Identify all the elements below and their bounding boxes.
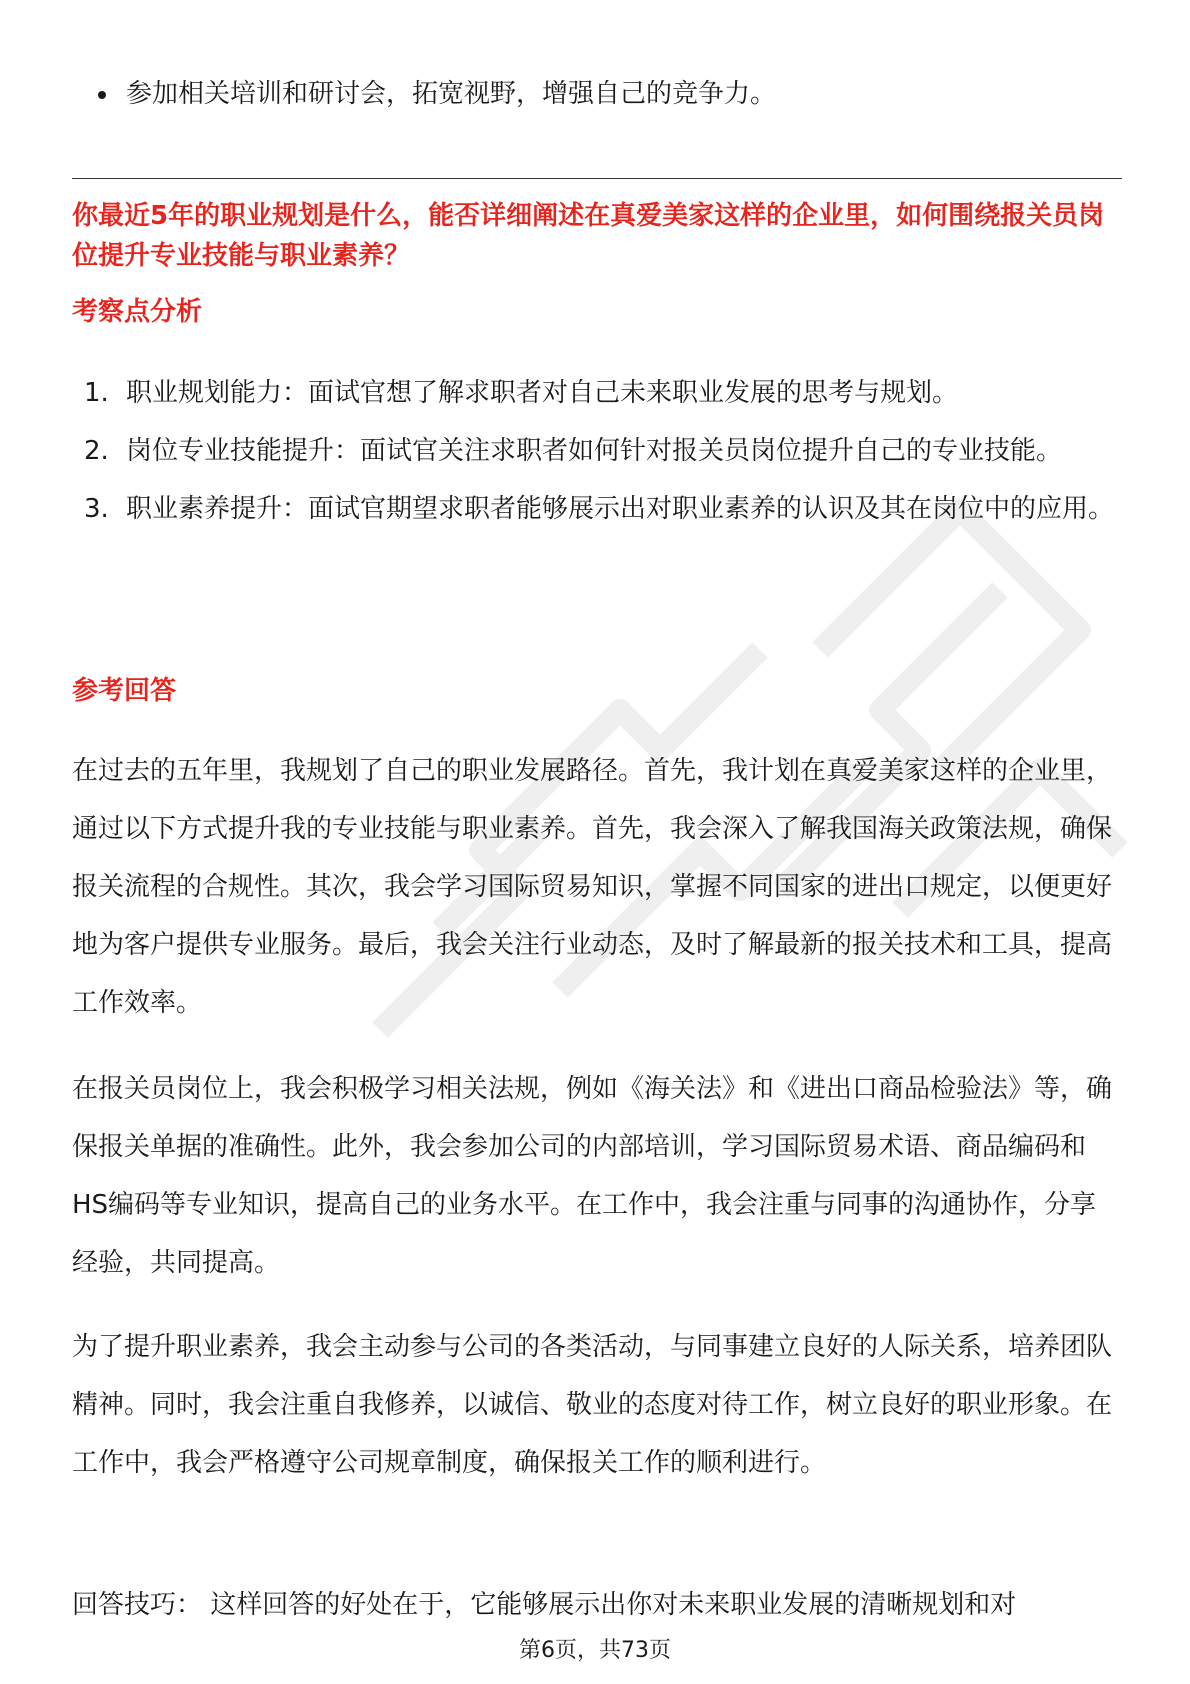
page-footer: 第6页，共73页 [519, 1638, 671, 1663]
top-bullet-list [72, 72, 776, 116]
answer-tips-paragraph: 回答技巧： 这样回答的好处在于，它能够展示出你对未来职业发展的清晰规划和对 [72, 1590, 1017, 1620]
list-item-text: 职业规划能力：面试官想了解求职者对自己未来职业发展的思考与规划。 [126, 378, 959, 408]
list-number: 2. [84, 436, 109, 466]
answer-paragraph: 在过去的五年里，我规划了自己的职业发展路径。首先，我计划在真爱美家这样的企业里，通过以下方式提升我的专业技能与职业素养。首先，我会深入了解我国海关政策法规，确保报关流程的合规性。其次，我会学习国际贸易知识，掌握不同国家的进出口规定，以便更好地为客户提供专业服务。最后，我会关注行业动态，及时了解最新的报关技术和工具，提高工作效率。 [72, 756, 1113, 1018]
list-number: 3. [84, 494, 109, 524]
list-item-text: 职业素养提升：面试官期望求职者能够展示出对职业素养的认识及其在岗位中的应用。 [126, 494, 1115, 524]
list-item-text: 岗位专业技能提升：面试官关注求职者如何针对报关员岗位提升自己的专业技能。 [126, 436, 1063, 466]
list-number: 1. [84, 378, 109, 408]
list-item [72, 480, 1122, 538]
list-item-text: 参加相关培训和研讨会，拓宽视野，增强自己的竞争力。 [126, 79, 777, 109]
answer-title: 参考回答 [72, 676, 177, 706]
analysis-list [72, 364, 1122, 538]
bullet-icon [98, 91, 106, 99]
question-heading: 你最近5年的职业规划是什么，能否详细阐述在真爱美家这样的企业里，如何围绕报关员岗位提升专业技能与职业素养？ [72, 201, 1105, 271]
list-item [72, 72, 776, 116]
list-item [72, 422, 1122, 480]
answer-paragraph: 为了提升职业素养，我会主动参与公司的各类活动，与同事建立良好的人际关系，培养团队精神。同时，我会注重自我修养，以诚信、敬业的态度对待工作，树立良好的职业形象。在工作中，我会严格遵守公司规章制度，确保报关工作的顺利进行。 [72, 1332, 1113, 1478]
list-item [72, 364, 1122, 422]
answer-paragraph: 在报关员岗位上，我会积极学习相关法规，例如《海关法》和《进出口商品检验法》等，确保报关单据的准确性。此外，我会参加公司的内部培训，学习国际贸易术语、商品编码和HS编码等专业知识，提高自己的业务水平。在工作中，我会注重与同事的沟通协作，分享经验，共同提高。 [72, 1074, 1113, 1278]
analysis-title: 考察点分析 [72, 297, 203, 327]
section-divider [72, 178, 1122, 179]
